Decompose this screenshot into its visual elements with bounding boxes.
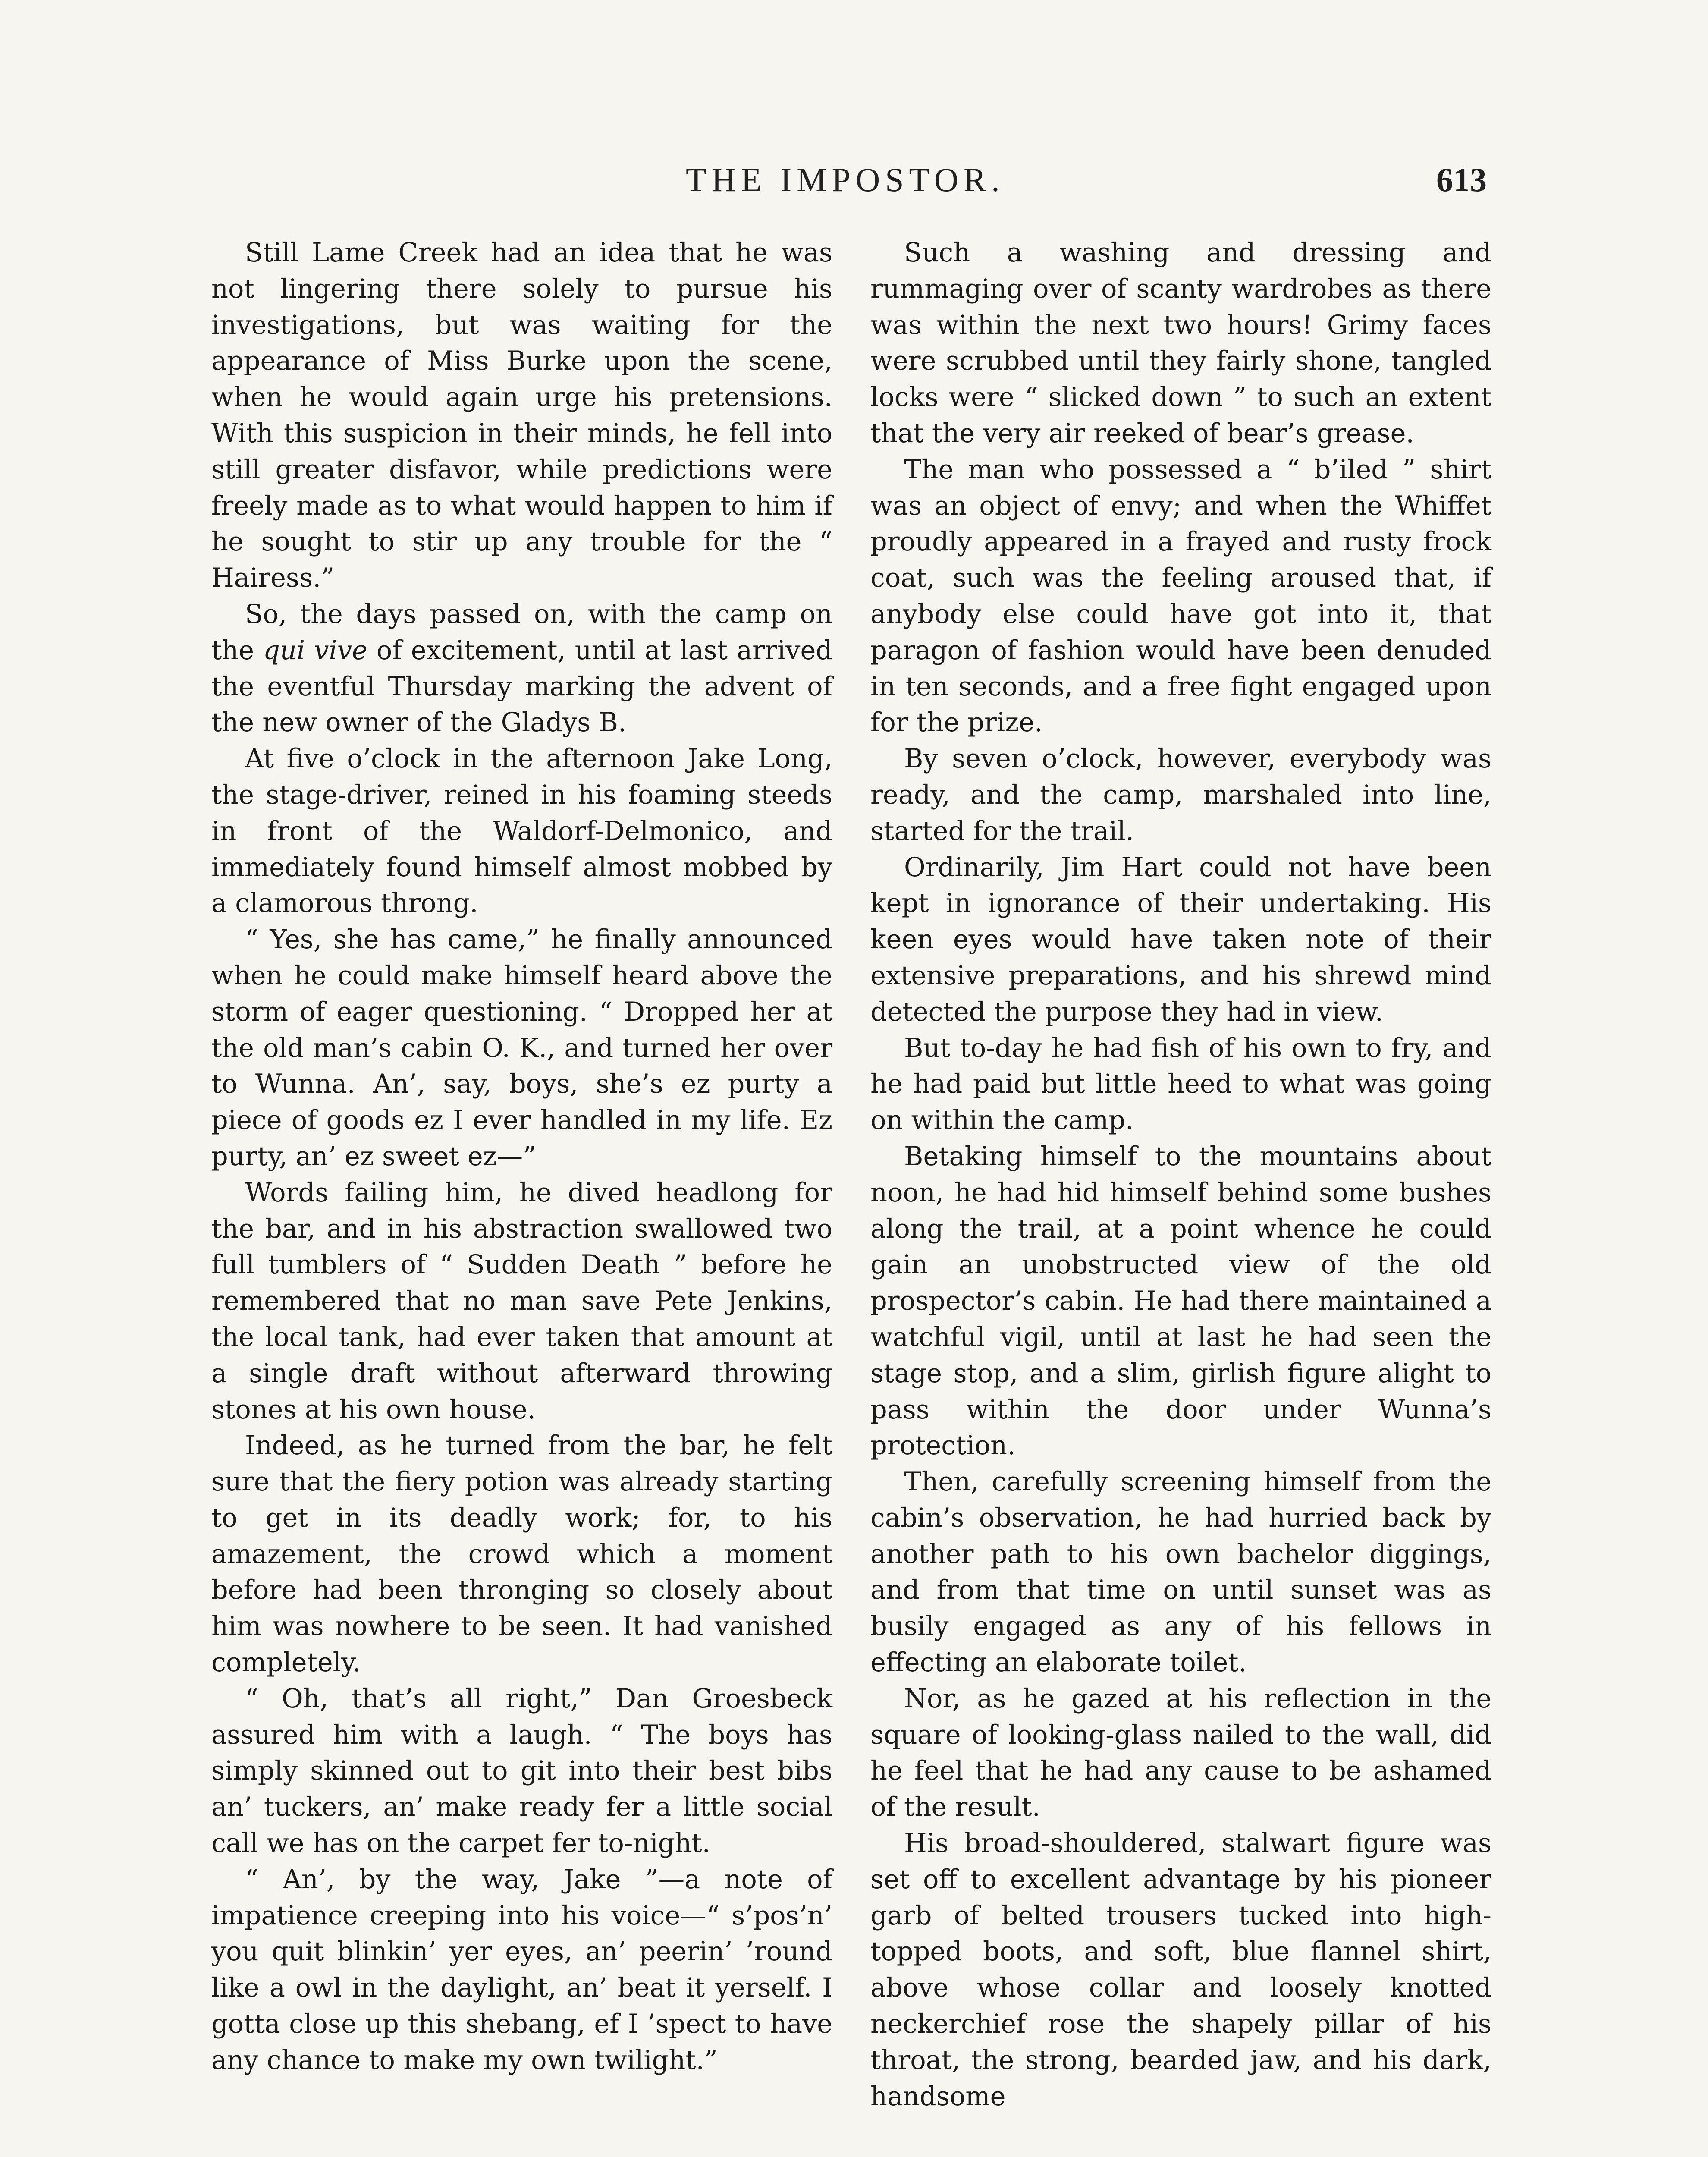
paragraph: Betaking himself to the mountains about noon, he had hid himself behind some bushes along the trail, at a point whence he could gain an unobstructed view of the old prospector’s cabin. He had there maintained a watchful vigil, until at last he had seen the stage stop, and a slim, girlish figure alight to pass within the door under Wunna’s protection. [870,1141,1491,1461]
paragraph: Still Lame Creek had an idea that he was not lingering there solely to pursue his investigations, but was waiting for the appearance of Miss Burke upon the scene, when he would again urge his pretensions. With this suspicion in their minds, he fell into still greater disfavor, while predictions were freely made as to what would happen to him if he sought to stir up any trouble for the “ Hairess.” [211,238,832,594]
paragraph-text: So, the days passed on, with the camp on the [211,599,832,666]
paragraph: “ Oh, that’s all right,” Dan Groesbeck assured him with a laugh. “ The boys has simply skinned out to git into their best bibs an’ tuckers, an’ make ready fer a little social call we has on the carpet fer to-night. [211,1683,832,1859]
paragraph: The man who possessed a “ b’iled ” shirt was an object of envy; and when the Whiffet proudly appeared in a frayed and rusty frock coat, such was the feeling aroused that, if anybody else could have got into it, that paragon of fashion would have been denuded in ten seconds, and a free fight engaged upon for the prize. [870,454,1491,738]
paragraph: Such a washing and dressing and rummaging over of scanty wardrobes as there was within the next two hours! Grimy faces were scrubbed until they fairly shone, tangled locks were “ slicked down ” to such an extent that the very air reeked of bear’s grease. [870,238,1491,449]
italic-phrase: qui vive [263,635,367,666]
paragraph: “ Yes, she has came,” he finally announced when he could make himself heard above the storm of eager questioning. “ Dropped her at the old man’s cabin O. K., and turned her over to Wunna. An’, say, boys, she’s ez purty a piece of goods ez I ever handled in my life. Ez purty, an’ ez sweet ez—” [211,924,832,1172]
paragraph: Indeed, as he turned from the bar, he felt sure that the fiery potion was already starting to get in its deadly work; for, to his amazement, the crowd which a moment before had been thronging so closely about him was nowhere to be seen. It had vanished completely. [211,1431,832,1678]
paragraph: But to-day he had fish of his own to fry, and he had paid but little heed to what was going on within the camp. [870,1033,1491,1136]
paragraph: By seven o’clock, however, everybody was ready, and the camp, marshaled into line, started for the trail. [870,744,1491,846]
paragraph: Ordinarily, Jim Hart could not have been kept in ignorance of their undertaking. His keen eyes would have taken note of their extensive preparations, and his shrewd mind detected the purpose they had in view. [870,852,1491,1027]
paragraph: His broad-shouldered, stalwart figure was set off to excellent advantage by his pioneer garb of belted trousers tucked into high-topped boots, and soft, blue flannel shirt, above whose collar and loosely knotted neckerchief rose the shapely pillar of his throat, the strong, bearded jaw, and his dark, handsome [870,1828,1491,2112]
page-number: 613 [1436,161,1487,198]
paragraph: Words failing him, he dived headlong for the bar, and in his abstraction swallowed two full tumblers of “ Sudden Death ” before he remembered that no man save Pete Jenkins, the local tank, had ever taken that amount at a single draft without afterward throwing stones at his own house. [211,1177,832,1425]
paragraph-text: of excitement, until at last arrived the eventful Thursday marking the advent of the new owner of the Gladys B. [211,635,833,738]
paragraph [211,597,832,741]
right-column [870,235,1491,2115]
left-column [211,235,832,2079]
paragraph: “ An’, by the way, Jake ”—a note of impatience creeping into his voice—“ s’pos’n’ you quit blinkin’ yer eyes, an’ peerin’ ’round like a owl in the daylight, an’ beat it yerself. I gotta close up this shebang, ef I ’spect to have any chance to make my own twilight.” [211,1864,832,2075]
paragraph: At five o’clock in the afternoon Jake Long, the stage-driver, reined in his foaming steeds in front of the Waldorf-Delmonico, and immediately found himself almost mobbed by a clamorous throng. [211,744,832,919]
paragraph: Nor, as he gazed at his reflection in the square of looking-glass nailed to the wall, did he feel that he had any cause to be ashamed of the result. [870,1683,1491,1823]
running-head: THE IMPOSTOR. [686,161,1005,198]
paragraph: Then, carefully screening himself from the cabin’s observation, he had hurried back by another path to his own bachelor diggings, and from that time on until sunset was as busily engaged as any of his fellows in effecting an elaborate toilet. [870,1467,1491,1678]
